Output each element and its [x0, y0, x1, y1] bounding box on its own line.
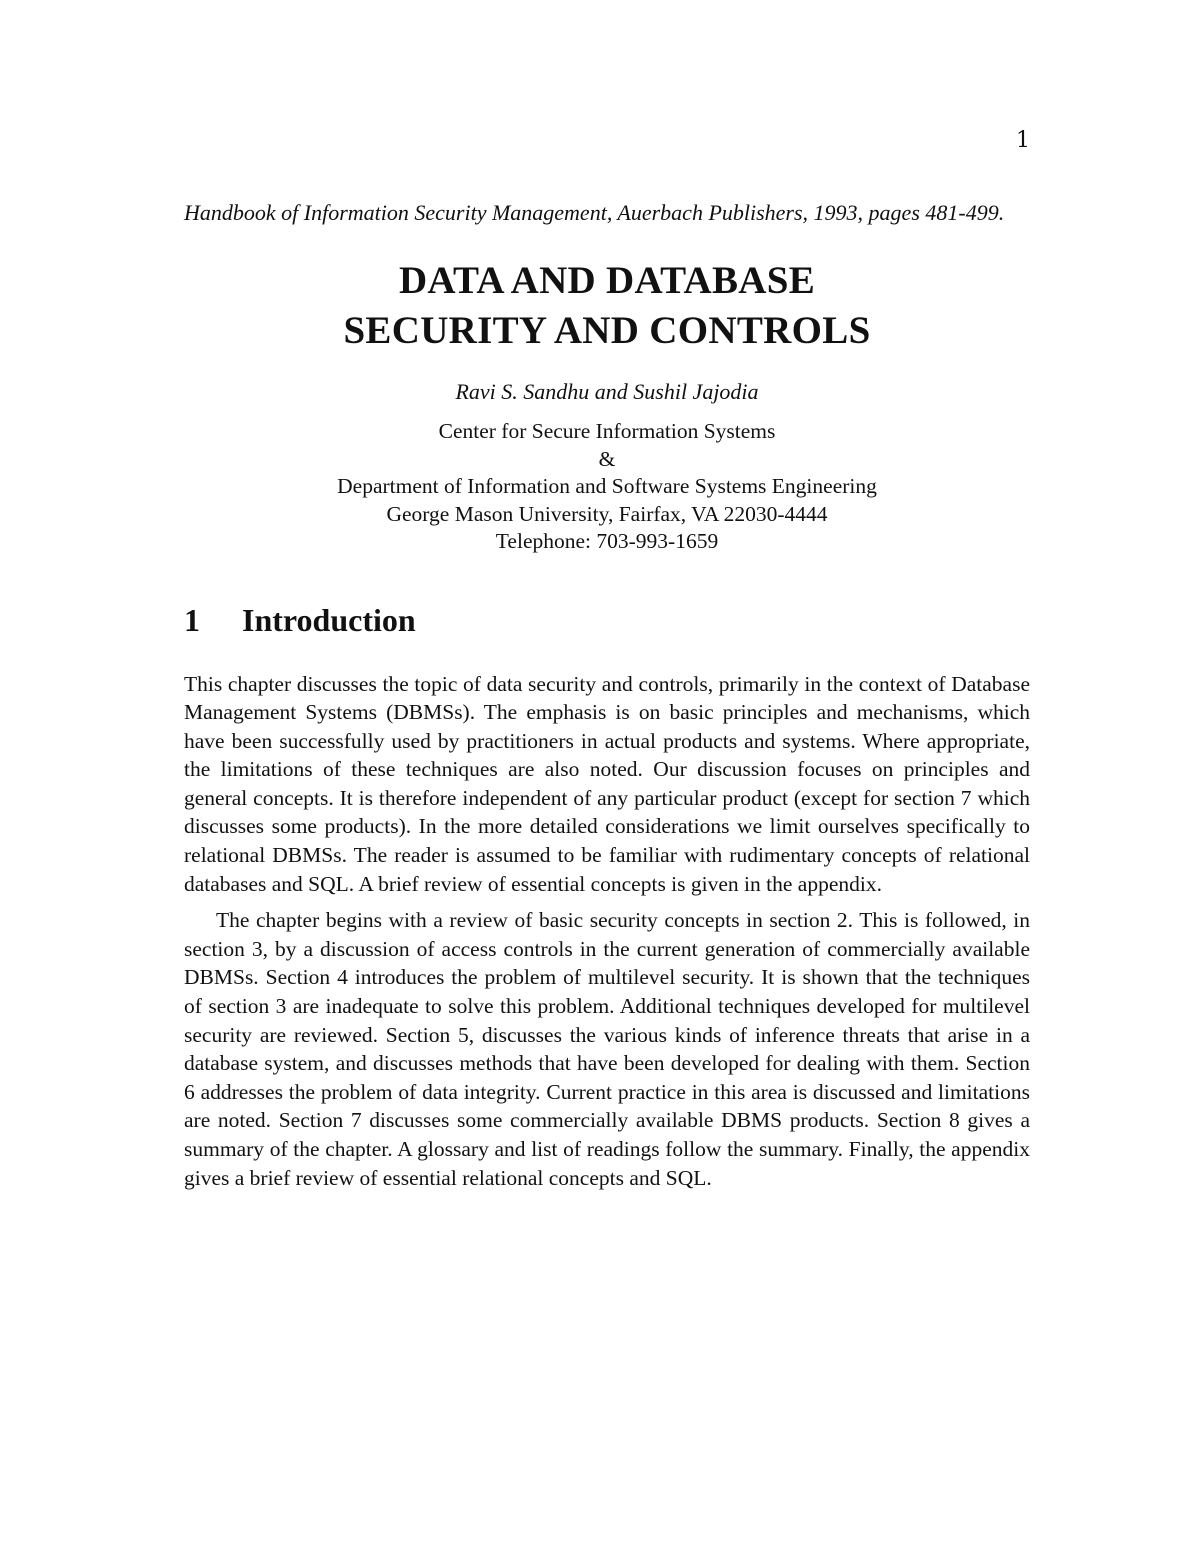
affiliation-university: George Mason University, Fairfax, VA 22030-4444	[386, 501, 828, 526]
paragraph-2: The chapter begins with a review of basic security concepts in section 2. This is followed, in section 3, by a discussion of access controls in the current generation of commercially available DBMSs. Section 4 introduces the problem of multilevel security. It is shown that the techniques of section 3 are inadequate to solve this problem. Additional techniques developed for multilevel security are reviewed. Section 5, discusses the various kinds of inference threats that arise in a database system, and discusses methods that have been developed for dealing with them. Section 6 addresses the problem of data integrity. Current practice in this area is discussed and limitations are noted. Section 7 discusses some commercially available DBMS products. Section 8 gives a summary of the chapter. A glossary and list of readings follow the summary. Finally, the appendix gives a brief review of essential relational concepts and SQL.	[184, 908, 1030, 1190]
paper-title-line-2: SECURITY AND CONTROLS	[343, 309, 871, 352]
section-title: Introduction	[242, 601, 416, 638]
affiliation-center: Center for Secure Information Systems	[438, 419, 776, 443]
affiliation-department: Department of Information and Software Systems Engineering	[337, 474, 877, 498]
paper-title-line-1: DATA AND DATABASE	[398, 259, 816, 302]
page-content	[184, 198, 1030, 1192]
section-number: 1	[184, 601, 200, 638]
affiliation	[184, 418, 1030, 556]
paragraph-1: This chapter discusses the topic of data security and controls, primarily in the context of Database Management Systems (DBMSs). The emphasis is on basic principles and mechanisms, which have been successfully used by practitioners in actual products and systems. Where appropriate, the limitations of these techniques are also noted. Our discussion focuses on principles and general concepts. It is therefore independent of any particular product (except for section 7 which discusses some products). In the more detailed considerations we limit ourselves specifically to relational DBMSs. The reader is assumed to be familiar with rudimentary concepts of relational databases and SQL. A brief review of essential concepts is given in the appendix.	[184, 671, 1030, 896]
affiliation-telephone: Telephone: 703-993-1659	[495, 529, 719, 553]
section-heading	[184, 600, 1030, 640]
citation: Handbook of Information Security Management, Auerbach Publishers, 1993, pages 481-499.	[184, 200, 1005, 225]
authors: Ravi S. Sandhu and Sushil Jajodia	[455, 379, 759, 404]
paper-title	[184, 256, 1030, 356]
affiliation-ampersand: &	[598, 446, 616, 471]
page-number: 1	[1016, 128, 1030, 153]
